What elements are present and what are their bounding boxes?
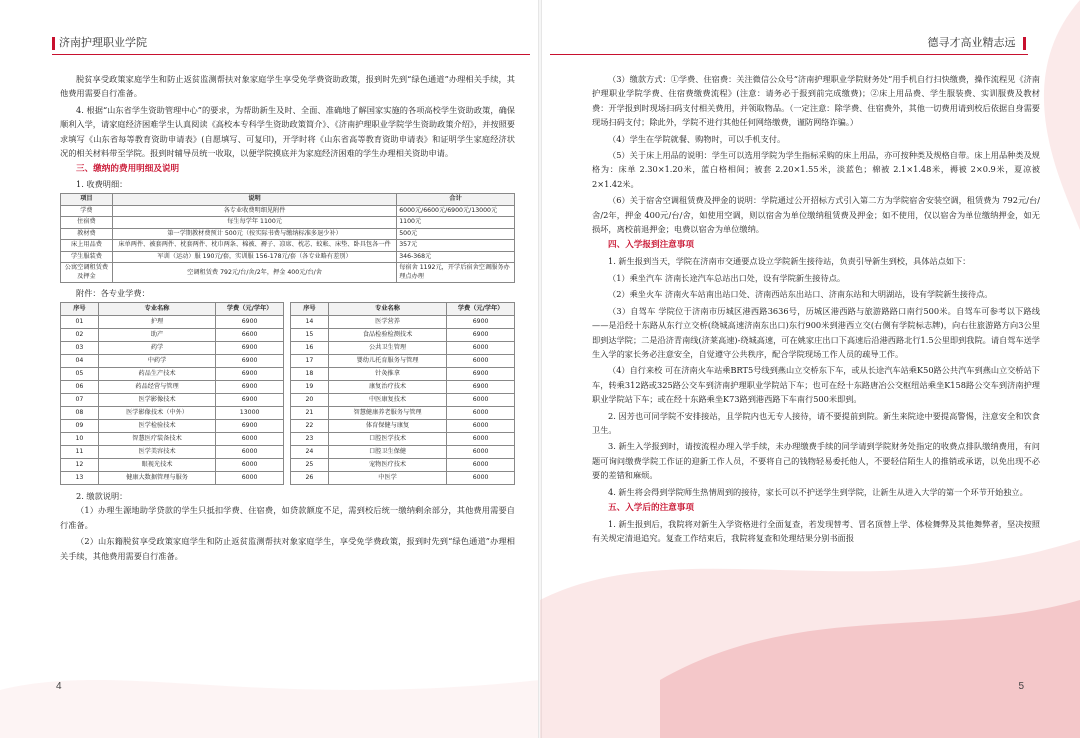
- major-row: [291, 329, 515, 342]
- major-index: 05: [61, 368, 99, 381]
- major-name: 婴幼儿托育服务与管理: [328, 355, 446, 368]
- major-index: 07: [61, 394, 99, 407]
- major-index: 17: [291, 355, 329, 368]
- major-name: 医学检验技术: [98, 420, 215, 433]
- major-row: [291, 433, 515, 446]
- fee-desc: 各专业收费明细见附件: [112, 205, 396, 217]
- majors-header: [291, 303, 515, 316]
- major-name: 护理: [98, 316, 215, 329]
- paragraph: （2）山东籍脱贫享受政策家庭学生和防止返贫监测帮扶对象家庭学生，享受免学费政策，报到时先到“绿色通道”办理相关手续，其他费用需要自行准备。: [60, 536, 515, 561]
- fee-row: [61, 240, 515, 252]
- major-row: [291, 368, 515, 381]
- major-header-cell: 学费（元/学年）: [447, 303, 515, 316]
- paragraph: 1. 新生报到后，我院将对新生入学资格进行全面复查，若发现替考、冒名顶替上学、体检舞弊及其他舞弊者，坚决按照有关规定清退追究。复查工作结束后，我院将复查和处理结果分别书面报: [592, 518, 1040, 544]
- major-fee: 6900: [216, 420, 284, 433]
- fee-desc: 床单两件、被套两件、枕套两件、枕巾两条、棉被、褥子、凉席、枕芯、蚊帐、床垫、卧具包各一件: [112, 240, 396, 252]
- section-heading: 三、缴纳的费用明细及说明: [76, 164, 180, 175]
- major-name: 医学营养: [328, 316, 446, 329]
- major-name: 助产: [98, 329, 215, 342]
- major-name: 智慧医疗装备技术: [98, 433, 215, 446]
- fee-row: [61, 228, 515, 240]
- major-header-cell: 专业名称: [328, 303, 446, 316]
- header-bar-icon: [1023, 37, 1026, 50]
- major-index: 06: [61, 381, 99, 394]
- major-fee: 6900: [216, 394, 284, 407]
- fee-desc: 空调租赁费 792元/台/舍/2年，押金 400元/台/舍: [112, 263, 396, 283]
- major-index: 15: [291, 329, 329, 342]
- major-name: 医学影像技术: [98, 394, 215, 407]
- fee-table: [60, 193, 515, 283]
- major-row: [291, 342, 515, 355]
- paragraph: 4. 根据“山东省学生资助管理中心”的要求，为帮助新生及时、全面、准确地了解国家实施的各项高校学生资助政策，确保顺利入学，请家庭经济困难学生认真阅读《高校本专科学生资助政策简介》、《济南护理职业学院学生资助政策介绍》，并按照要求填写《山东省每等教育资助申请表》(自愿填写、可复印)，开学时将《山东省高等教育资助申请表》和证明学生家庭经济状况的相关材料带至学院。报到时辅导员统一收取，以便学院摸底并为家庭经济困难的学生办理相关资助申请。: [60, 104, 515, 159]
- major-row: [291, 472, 515, 485]
- major-index: 23: [291, 433, 329, 446]
- major-row: [61, 368, 284, 381]
- major-header-cell: 序号: [291, 303, 329, 316]
- left-content: [60, 72, 515, 565]
- major-fee: 13000: [216, 407, 284, 420]
- header-school-name: 济南护理职业学院: [59, 36, 147, 49]
- major-index: 22: [291, 420, 329, 433]
- fee-header-cell: 合计: [397, 194, 515, 206]
- paragraph: （2）乘坐火车 济南火车站南出站口处、济南西站东出站口、济南东站和大明湖站，设有学院新生接待点。: [608, 289, 993, 300]
- major-row: [61, 394, 284, 407]
- fee-item: 公寓空调租赁费及押金: [61, 263, 113, 283]
- major-name: 医学美容技术: [98, 446, 215, 459]
- major-name: 健康大数据管理与服务: [98, 472, 215, 485]
- major-index: 25: [291, 459, 329, 472]
- major-name: 眼视光技术: [98, 459, 215, 472]
- fee-item: 床上用品费: [61, 240, 113, 252]
- header-slogan-text: 德寻才高业精志远: [927, 36, 1016, 49]
- annex-label: 附件：各专业学费：: [76, 288, 150, 299]
- paragraph: （3）自驾车 学院位于济南市历城区港西路3636号，历城区港西路与旅游路路口南行500米。自驾车可参考以下路线——是沿经十东路从东行立交桥(绕城高速济南东出口)东行900米到港西立交(右侧有学院标志牌)，向右往旅游路方向3公里即到达学院；二是沿济青南线(济莱高速)-绕城高速，可在姚家庄出口下高速后沿港西路北行1.5公里即到我院。请自驾车送学生入学的家长务必注意安全，自觉遵守公共秩序，配合学院现场工作人员的疏导工作。: [592, 305, 1040, 359]
- major-fee: 6000: [447, 472, 515, 485]
- major-fee: 6000: [216, 459, 284, 472]
- major-name: 智慧健康养老服务与管理: [328, 407, 446, 420]
- fee-row: [61, 251, 515, 263]
- fee-header-cell: 项目: [61, 194, 113, 206]
- fee-row: [61, 217, 515, 229]
- header-rule: [550, 54, 1028, 55]
- page-number: 4: [56, 681, 62, 692]
- major-name: 针灸推拿: [328, 368, 446, 381]
- major-header-cell: 专业名称: [98, 303, 215, 316]
- major-fee: 6900: [216, 355, 284, 368]
- major-row: [61, 472, 284, 485]
- fee-desc: 第一学期教材费预计 500元（按实际书费与缴纳标准多退少补）: [112, 228, 396, 240]
- paragraph: 2. 因芳也可同学院不安排接站，且学院内也无专人接待，请不要提前到院。新生来院途中要提高警惕，注意安全和饮食卫生。: [592, 410, 1040, 435]
- fee-desc: 每生每学年 1100元: [112, 217, 396, 229]
- major-index: 16: [291, 342, 329, 355]
- fee-item: 学生服装费: [61, 251, 113, 263]
- paragraph: 4. 新生将会得到学院师生热情周到的接待，家长可以不护送学生到学院，让新生从进入大学的第一个环节开始独立。: [608, 486, 1028, 497]
- major-fee: 6600: [216, 329, 284, 342]
- major-name: 中药学: [98, 355, 215, 368]
- major-row: [291, 355, 515, 368]
- fee-item: 学费: [61, 205, 113, 217]
- major-name: 医学影像技术（中外）: [98, 407, 215, 420]
- major-name: 药品生产技术: [98, 368, 215, 381]
- major-fee: 6000: [447, 459, 515, 472]
- fee-row: [61, 205, 515, 217]
- left-wave-decoration: [0, 560, 540, 738]
- major-index: 18: [291, 368, 329, 381]
- major-name: 康复治疗技术: [328, 381, 446, 394]
- fee-total: 每宿舍 1192元，开学后宿舍空调服务办理点办理: [397, 263, 515, 283]
- major-fee: 6900: [216, 368, 284, 381]
- paragraph: （4）学生在学院就餐、购物时，可以手机支付。: [608, 133, 786, 144]
- major-fee: 6900: [447, 381, 515, 394]
- major-name: 公共卫生管理: [328, 342, 446, 355]
- header-bar-icon: [52, 37, 55, 50]
- major-name: 口腔医学技术: [328, 433, 446, 446]
- major-index: 01: [61, 316, 99, 329]
- fee-total: 500元: [397, 228, 515, 240]
- major-row: [61, 433, 284, 446]
- majors-header: [61, 303, 284, 316]
- major-fee: 6000: [447, 433, 515, 446]
- major-index: 26: [291, 472, 329, 485]
- major-index: 13: [61, 472, 99, 485]
- paragraph: （5）关于床上用品的说明：学生可以选用学院为学生指标采购的床上用品，亦可按种类及规格自带。床上用品种类及规格为：床单 2.30×1.20米，蓝白格相间；被套 2.20×1.55米，淡蓝色；棉被 2.1×1.48米，褥被 2×0.9米，夏凉被 2×1.42米。: [592, 150, 1040, 189]
- major-index: 09: [61, 420, 99, 433]
- major-name: 食品检验检测技术: [328, 329, 446, 342]
- major-index: 24: [291, 446, 329, 459]
- major-fee: 6900: [216, 316, 284, 329]
- paragraph: （1）办理生源地助学贷款的学生只抵扣学费、住宿费，如贷款额度不足，需到校后统一缴纳剩余部分，其他费用需要自行准备。: [60, 505, 515, 530]
- major-row: [291, 446, 515, 459]
- major-index: 03: [61, 342, 99, 355]
- fee-total: 357元: [397, 240, 515, 252]
- major-fee: 6000: [216, 472, 284, 485]
- major-row: [61, 459, 284, 472]
- major-index: 04: [61, 355, 99, 368]
- major-header-cell: 序号: [61, 303, 99, 316]
- major-fee: 6900: [447, 329, 515, 342]
- major-fee: 6000: [216, 433, 284, 446]
- major-row: [291, 394, 515, 407]
- major-row: [61, 329, 284, 342]
- section-heading: 五、入学后的注意事项: [608, 502, 694, 513]
- fee-item: 教材费: [61, 228, 113, 240]
- major-row: [291, 316, 515, 329]
- major-fee: 6900: [447, 316, 515, 329]
- page-number: 5: [1018, 681, 1024, 692]
- major-fee: 6000: [447, 446, 515, 459]
- major-name: 中医学: [328, 472, 446, 485]
- major-index: 10: [61, 433, 99, 446]
- header-slogan: [928, 34, 1027, 50]
- major-row: [61, 407, 284, 420]
- major-index: 20: [291, 394, 329, 407]
- major-row: [291, 420, 515, 433]
- major-row: [61, 316, 284, 329]
- major-fee: 6000: [447, 342, 515, 355]
- header-school: [52, 34, 147, 50]
- major-index: 12: [61, 459, 99, 472]
- major-fee: 6000: [447, 407, 515, 420]
- major-index: 14: [291, 316, 329, 329]
- fee-total: 346-368元: [397, 251, 515, 263]
- majors-table-right: [290, 302, 515, 485]
- major-name: 口腔卫生保健: [328, 446, 446, 459]
- paragraph: 1. 新生报到当天，学院在济南市交通要点设立学院新生接待站，负责引导新生到校，具体站点如下：: [608, 256, 971, 267]
- major-row: [61, 355, 284, 368]
- paragraph: （4）自行来校 可在济南火车站乘BRT5号线到燕山立交桥东下车，或从长途汽车站乘K50路公共汽车到燕山立交桥站下车，转乘312路或325路公交车到济南护理职业学院站下车；也可在经十东路唐冶公交枢纽站乘坐K158路公交车到济南护理职业学院站下车；或在经十东路乘坐K73路到港西路下车南行500米即到。: [592, 365, 1040, 405]
- paragraph: 脱贫享受政策家庭学生和防止返贫监测帮扶对象家庭学生享受免学费资助政策，报到时先到“绿色通道”办理相关手续，其他费用需要自行准备。: [60, 74, 515, 99]
- section-heading: 四、入学报到注意事项: [608, 240, 694, 251]
- major-row: [291, 381, 515, 394]
- major-row: [291, 459, 515, 472]
- major-fee: 6000: [447, 420, 515, 433]
- major-index: 19: [291, 381, 329, 394]
- fee-total: 1100元: [397, 217, 515, 229]
- major-fee: 6900: [216, 342, 284, 355]
- major-fee: 6000: [447, 355, 515, 368]
- major-fee: 6000: [216, 446, 284, 459]
- header-rule: [52, 54, 530, 55]
- fee-header-cell: 说明: [112, 194, 396, 206]
- right-page: [540, 0, 1080, 738]
- right-content: [592, 72, 1040, 548]
- majors-tables: [60, 302, 515, 485]
- major-row: [291, 407, 515, 420]
- major-fee: 6900: [447, 368, 515, 381]
- major-index: 08: [61, 407, 99, 420]
- major-name: 宠物医疗技术: [328, 459, 446, 472]
- fee-table-header: [61, 194, 515, 206]
- paragraph: （3）缴款方式：①学费、住宿费：关注微信公众号“济南护理职业学院财务处”用手机自行扫快缴费，操作流程见《济南护理职业学院学费、住宿费缴费流程》(注意：请务必于报到前完成缴费)；②床上用品费、学生服装费、实训服费及教材费：开学报到时现场扫码支付相关费用，并领取物品。（一定注意：除学费、住宿费外，其他一切费用请到校后依据自身需要现场扫码支付；除此外，学院不进行其他任何网络缴费，谨防网络诈骗。）: [592, 74, 1040, 128]
- major-row: [61, 342, 284, 355]
- major-index: 02: [61, 329, 99, 342]
- major-index: 11: [61, 446, 99, 459]
- sub-heading: 2. 缴款说明：: [76, 491, 128, 502]
- paragraph: （6）关于宿舍空调租赁费及押金的说明：学院通过公开招标方式引入第二方为学院宿舍安装空调，租赁费为 792元/台/舍/2年，押金 400元/台/舍，如使用空调，则以宿舍为单位缴纳租赁费及押金；如不使用，仅以宿舍为单位缴纳押金，如无损坏，离校前退押金；电费以宿舍为单位缴纳。: [592, 195, 1040, 235]
- major-name: 药学: [98, 342, 215, 355]
- sub-heading: 1. 收费明细：: [76, 179, 128, 190]
- major-row: [61, 381, 284, 394]
- major-fee: 6000: [447, 394, 515, 407]
- fee-total: 6000元/6600元/6900元/13000元: [397, 205, 515, 217]
- major-name: 药品经营与管理: [98, 381, 215, 394]
- major-row: [61, 420, 284, 433]
- paragraph: （1）乘坐汽车 济南长途汽车总站出口处，设有学院新生接待点。: [608, 272, 846, 283]
- major-row: [61, 446, 284, 459]
- fee-item: 住宿费: [61, 217, 113, 229]
- fee-row: [61, 263, 515, 283]
- major-name: 中医康复技术: [328, 394, 446, 407]
- major-header-cell: 学费（元/学年）: [216, 303, 284, 316]
- major-index: 21: [291, 407, 329, 420]
- major-name: 体育保健与康复: [328, 420, 446, 433]
- major-fee: 6900: [216, 381, 284, 394]
- majors-table-left: [60, 302, 284, 485]
- paragraph: 3. 新生入学报到时，请按流程办理入学手续，未办理缴费手续的同学请到学院财务处指定的收费点排队缴纳费用，有问题可询问缴费学院工作证的迎新工作人员，不要将自己的钱物轻易委托他人，不要轻信陌生人的推销或承诺，以免出现不必要的差错和麻烦。: [592, 441, 1040, 481]
- fee-desc: 军训（运动）服 190元/套，实训服 156-178元/套（各专业略有差别）: [112, 251, 396, 263]
